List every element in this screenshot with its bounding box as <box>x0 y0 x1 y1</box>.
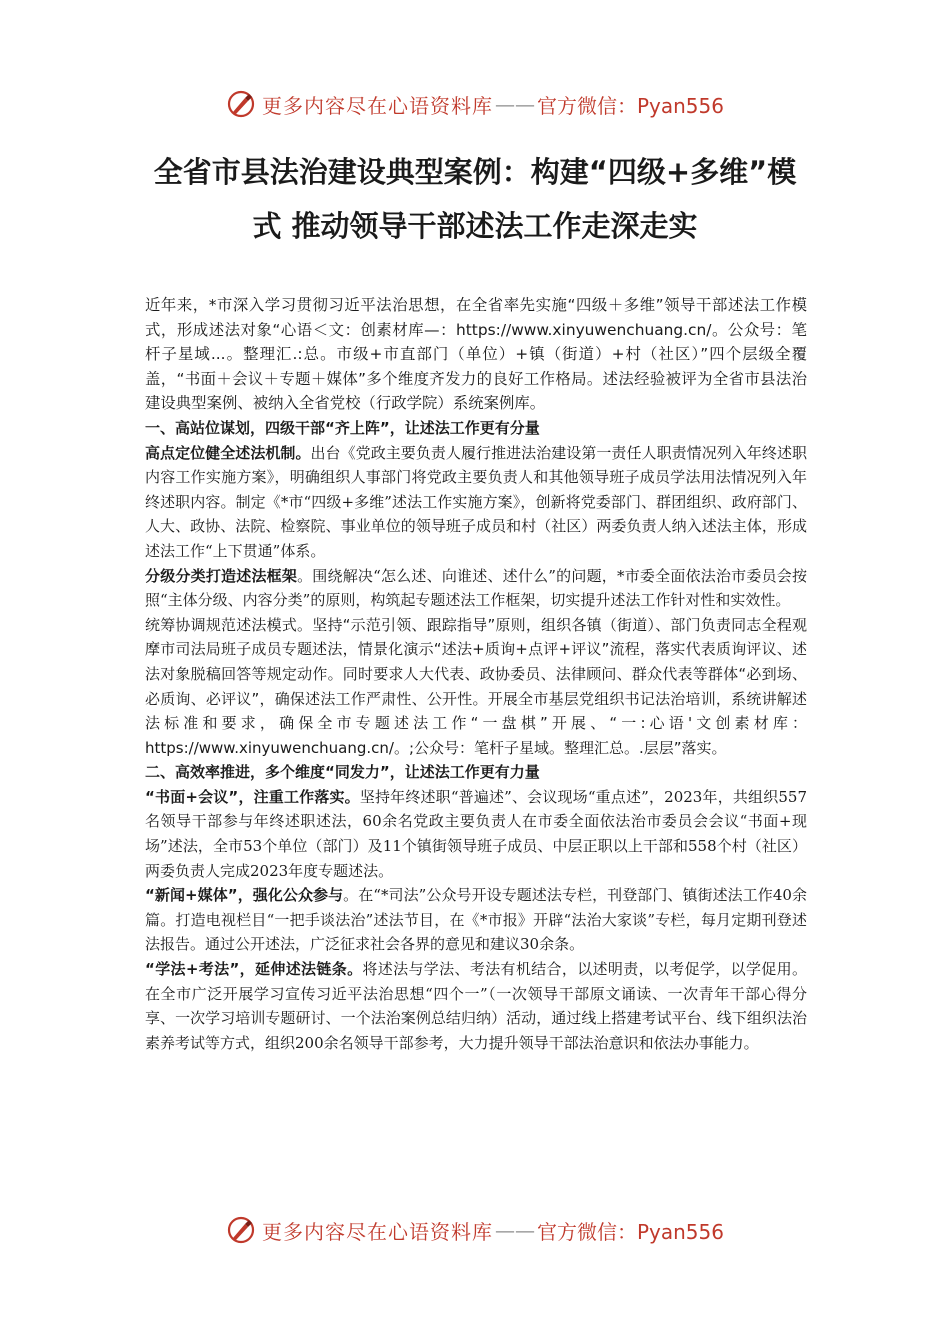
paragraph-text: 坚持年终述职“普遍述”、会议现场“重点述”，2023年，共组织557名领导干部参与年终述职述法，60余名党政主要负责人在市委全面依法治市委员会会议“书面+现场”述法，全市53个单位（部门）及11个镇街领导班子成员、中层正职以上干部和558个村（社区）两委负责人完成2023年度专题述法。 <box>145 787 807 880</box>
paragraph-text: 将述法与学法、考法有机结合，以述明责，以考促学，以学促用。在全市广泛开展学习宣传习近平法治思想“四个一”（一次领导干部原文诵读、一次青年干部心得分享、一次学习培训专题研讨、一个法治案例总结归纳）活动，通过线上搭建考试平台、线下组织法治素养考试等方式，组织200余名领导干部参考，大力提升领导干部法治意识和依法办事能力。 <box>145 960 807 1052</box>
watermark-banner-bottom <box>0 1210 950 1250</box>
watermark-wechat: 官方微信：Pyan556 <box>536 93 724 118</box>
document-title: 全省市县法治建设典型案例：构建“四级+多维”模式 推动领导干部述法工作走深走实 <box>153 155 797 243</box>
intro-paragraph: 近年来，*市深入学习贯彻习近平法治思想，在全省率先实施“四级＋多维”领导干部述法工作模式，形成述法对象“心语＜文：创素材库—：https://www.xinyuwenchuang.cn/。公众号：笔杆子星域...。整理汇.:总。市级+市直部门（单位）+镇（街道）+村（社区）”四个层级全覆盖，“书面＋会议＋专题＋媒体”多个维度齐发力的良好工作格局。述法经验被评为全省市县法治建设典型案例、被纳入全省党校（行政学院）系统案例库。 <box>145 296 807 413</box>
paragraph: 统筹协调规范述法模式。坚持“示范引领、跟踪指导”原则，组织各镇（街道）、部门负责同志全程观摩市司法局班子成员专题述法，情景化演示“述法+质询+点评+评议”流程，落实代表质询评议、述法对象脱稿回答等规定动作。同时要求人大代表、政协委员、法律顾问、群众代表等群体“必到场、必质询、必评议”，确保述法工作严肃性、公开性。开展全市基层党组织书记法治培训，系统讲解述法标准和要求，确保全市专题述法工作“一盘棋”开展、“一:心语'文创素材库：https://www.xinyuwenchuang.cn/。;公众号：笔杆子星域。整理汇总。.层层”落实。 <box>145 615 807 757</box>
paragraph <box>145 441 807 564</box>
watermark-separator: —— <box>494 92 535 116</box>
pen-in-circle-icon <box>226 1215 256 1245</box>
paragraph <box>145 785 807 883</box>
paragraph <box>145 564 807 613</box>
paragraph-lead: 分级分类打造述法框架 <box>145 566 298 585</box>
paragraph <box>145 957 807 1055</box>
section-heading: 二、高效率推进，多个维度“同发力”，让述法工作更有力量 <box>145 763 540 782</box>
document-body <box>145 293 807 1055</box>
paragraph <box>145 883 807 957</box>
section-heading: 一、高站位谋划，四级干部“齐上阵”，让述法工作更有分量 <box>145 418 540 437</box>
paragraph-lead: “学法+考法”，延伸述法链条。 <box>145 960 363 979</box>
watermark-banner-top <box>0 84 950 124</box>
paragraph-lead: 高点定位健全述法机制。 <box>145 443 311 462</box>
paragraph-lead: “书面+会议”，注重工作落实。 <box>145 787 360 806</box>
paragraph-text: 。在“*司法”公众号开设专题述法专栏，刊登部门、镇街述法工作40余篇。打造电视栏目“一把手谈法治”述法节目，在《*市报》开辟“法治大家谈”专栏，每月定期刊登述法报告。通过公开述法，广泛征求社会各界的意见和建议30余条。 <box>145 886 807 954</box>
watermark-brand: 更多内容尽在心语资料库 <box>261 93 493 118</box>
watermark-separator: —— <box>494 1218 535 1242</box>
watermark-brand: 更多内容尽在心语资料库 <box>261 1219 493 1244</box>
paragraph-lead: “新闻+媒体”，强化公众参与 <box>145 886 344 905</box>
pen-in-circle-icon <box>226 89 256 119</box>
watermark-wechat: 官方微信：Pyan556 <box>536 1219 724 1244</box>
paragraph-text: 出台《党政主要负责人履行推进法治建设第一责任人职责情况列入年终述职内容工作实施方案》，明确组织人事部门将党政主要负责人和其他领导班子成员学法用法情况列入年终述职内容。制定《*市“四级+多维”述法工作实施方案》，创新将党委部门、群团组织、政府部门、人大、政协、法院、检察院、事业单位的领导班子成员和村（社区）两委负责人纳入述法主体，形成述法工作“上下贯通”体系。 <box>145 443 807 560</box>
paragraph-text: 。围绕解决“怎么述、向谁述、述什么”的问题，*市委全面依法治市委员会按照“主体分级、内容分类”的原则，构筑起专题述法工作框架，切实提升述法工作针对性和实效性。 <box>145 566 807 610</box>
